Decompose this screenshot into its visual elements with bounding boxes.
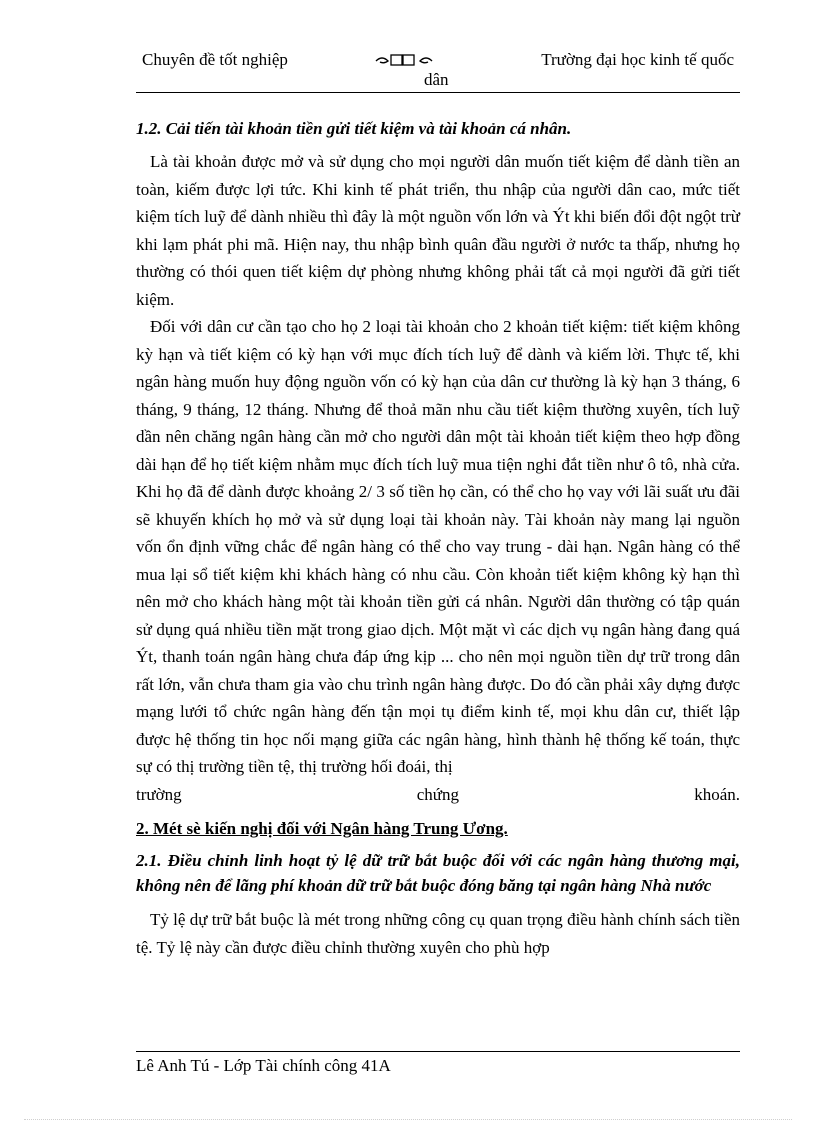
paragraph: Là tài khoản được mở và sử dụng cho mọi người dân muốn tiết kiệm để dành tiền an toàn, kiếm được lợi tức. Khi kinh tế phát triển, thu nhập của người dân cao, mức tiết kiệm tích luỹ để dành nhiều thì đây là một nguồn vốn lớn và Ýt khi biến đổi đột ngột trừ khi lạm phát phi mã. Hiện nay, thu nhập bình quân đầu người ở nước ta thấp, nhưng họ thường có thói quen tiết kiệm dự phòng nhưng không phải tất cả mọi người đã gửi tiết kiệm. [136,152,740,309]
page-header [136,48,740,93]
page-footer [136,1051,740,1076]
page-body [136,112,740,961]
paragraph: Tỷ lệ dự trữ bắt buộc là mét trong những công cụ quan trọng điều hành chính sách tiền tệ. Tỷ lệ này cần được điều chỉnh thường xuyên cho phù hợp [136,910,740,957]
header-university-cont: dân [424,70,449,89]
book-ornament-icon [374,52,434,68]
section-2-title: 2. Mét sè kiến nghị đối với Ngân hàng Trung Ương. [136,819,508,838]
section-2-1-title: 2.1. Điều chỉnh linh hoạt tỷ lệ dữ trữ bắt buộc đối với các ngân hàng thương mại, không nên để lãng phí khoản dữ trữ bắt buộc đóng băng tại ngân hàng Nhà nước [136,851,740,895]
section-1-2-title: 1.2. Cải tiến tài khoản tiền gửi tiết kiệm và tài khoản cá nhân. [136,119,572,138]
footer-author: Lê Anh Tú - Lớp Tài chính công 41A [136,1056,391,1075]
header-university: Trường đại học kinh tế quốc [541,50,734,69]
paragraph: Đối với dân cư cần tạo cho họ 2 loại tài khoản cho 2 khoản tiết kiệm: tiết kiệm không kỳ hạn và tiết kiệm có kỳ hạn với mục đích tích luỹ để dành và kiếm lời. Thực tế, khi ngân hàng muốn huy động nguồn vốn có kỳ hạn của dân cư thường là kỳ hạn 3 tháng, 6 tháng, 9 tháng, 12 tháng. Nhưng để thoả mãn nhu cầu tiết kiệm thường xuyên, tích luỹ dần nên chăng ngân hàng cần mở cho người dân một tài khoản tiết kiệm theo hợp đồng dài hạn để họ tiết kiệm nhằm mục đích tích luỹ mua tiện nghi đắt tiền như ô tô, nhà cửa. Khi họ đã để dành được khoảng 2/ 3 số tiền họ cần, có thể cho họ vay với lãi suất ưu đãi sẽ khuyến khích họ mở và sử dụng loại tài khoản này. Tài khoản này mang lại nguồn vốn ổn định vững chắc để ngân hàng có thể cho vay trung - dài hạn. Ngân hàng có thể mua lại sổ tiết kiệm khi khách hàng có nhu cầu. Còn khoản tiết kiệm không kỳ hạn thì nên mở cho khách hàng một tài khoản tiền gửi cá nhân. Người dân thường có tập quán sử dụng quá nhiều tiền mặt trong giao dịch. Một mặt vì các dịch vụ ngân hàng đang quá Ýt, thanh toán ngân hàng chưa đáp ứng kịp ... cho nên mọi nguồn tiền dự trữ trong dân rất lớn, vẫn chưa tham gia vào chu trình ngân hàng được. Do đó cần phải xây dựng được mạng lưới tổ chức ngân hàng đến tận mọi tụ điểm kinh tế, mọi khu dân cư, thiết lập được hệ thống tin học nối mạng giữa các ngân hàng, hình thành hệ thống kế toán, thực sự có thị trường tiền tệ, thị trường hối đoái, thị [136,317,740,776]
header-document-type: Chuyên đề tốt nghiệp [142,50,288,69]
page-bottom-divider [24,1119,792,1120]
paragraph-tail: trường chứng khoán. [136,784,740,804]
